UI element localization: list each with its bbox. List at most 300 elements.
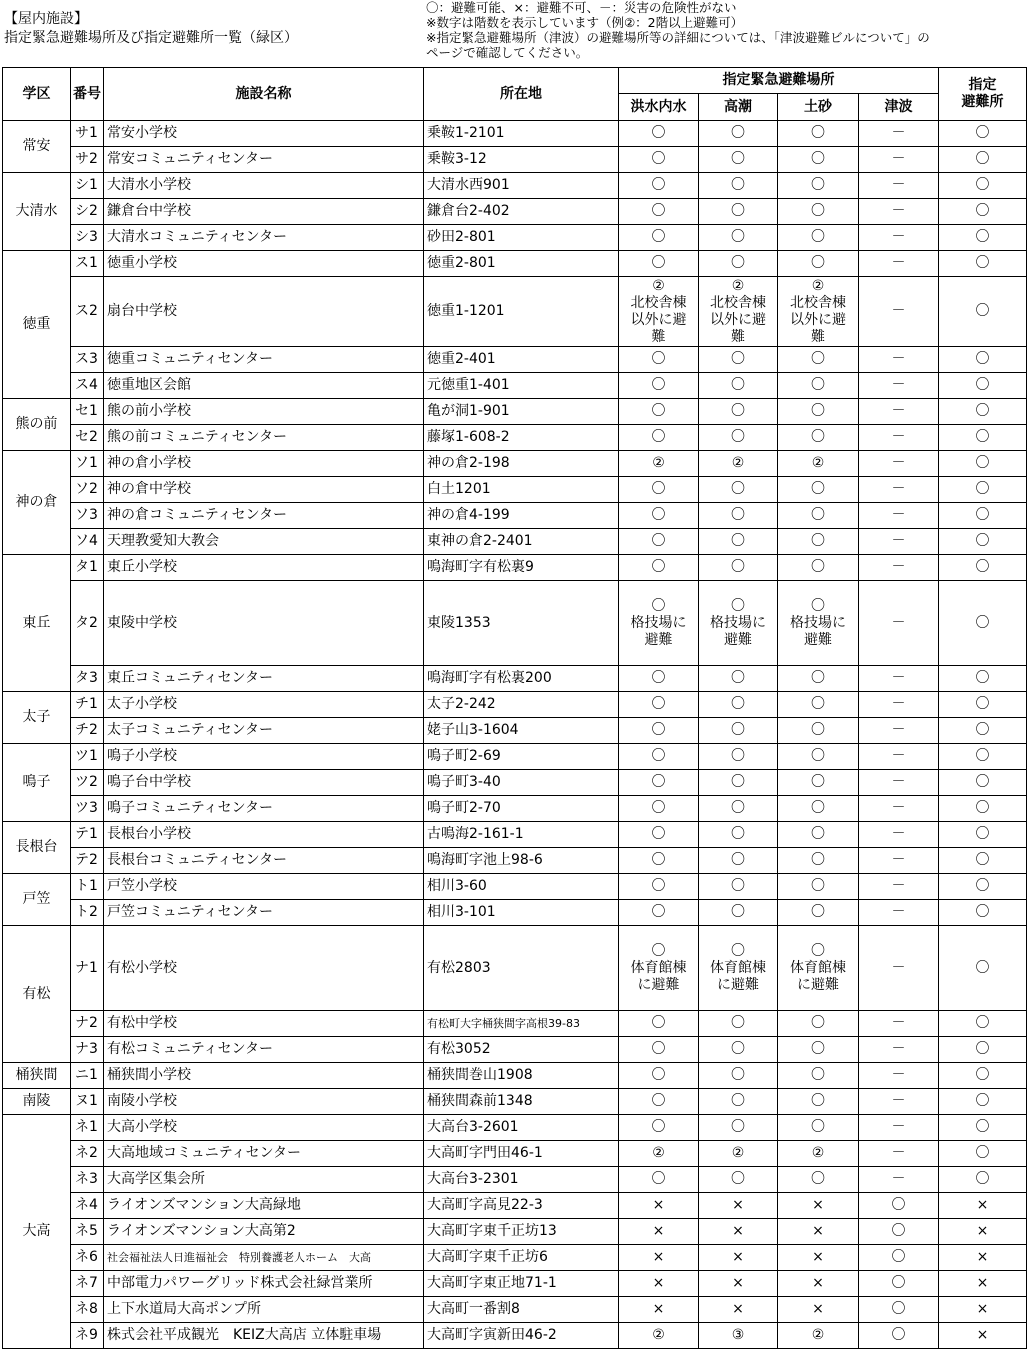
landslide-status-cell: × — [778, 1193, 859, 1219]
table-row — [3, 1323, 1027, 1349]
tsunami-status-cell: － — [859, 529, 939, 555]
number-cell: ツ1 — [71, 744, 104, 770]
facility-name-cell: 長根台小学校 — [104, 822, 424, 848]
shelter-status-cell: 〇 — [939, 666, 1027, 692]
landslide-status-cell: 〇 — [778, 796, 859, 822]
landslide-status-cell: × — [778, 1297, 859, 1323]
facility-name-cell: 常安小学校 — [104, 121, 424, 147]
flood-status-cell: 〇 — [619, 796, 699, 822]
tsunami-status-cell: － — [859, 848, 939, 874]
landslide-status-cell: 〇 体育館棟 に避難 — [778, 926, 859, 1011]
shelter-status-cell: 〇 — [939, 744, 1027, 770]
number-cell: ネ8 — [71, 1297, 104, 1323]
storm-surge-status-cell: 〇 — [699, 347, 778, 373]
facility-name-cell: 東丘コミュニティセンター — [104, 666, 424, 692]
storm-surge-status-cell: 〇 — [699, 692, 778, 718]
landslide-status-cell: 〇 — [778, 529, 859, 555]
facility-name-cell: 天理教愛知大教会 — [104, 529, 424, 555]
column-header-number: 番号 — [71, 68, 104, 121]
number-cell: ツ2 — [71, 770, 104, 796]
address-cell: 大高台3-2301 — [424, 1167, 619, 1193]
shelter-status-cell: 〇 — [939, 277, 1027, 347]
flood-status-cell: 〇 — [619, 848, 699, 874]
table-row — [3, 347, 1027, 373]
number-cell: ネ3 — [71, 1167, 104, 1193]
flood-status-cell: 〇 — [619, 147, 699, 173]
number-cell: サ1 — [71, 121, 104, 147]
tsunami-status-cell: － — [859, 1063, 939, 1089]
storm-surge-status-cell: 〇 — [699, 1037, 778, 1063]
landslide-status-cell: 〇 — [778, 555, 859, 581]
facility-name-cell: 大清水小学校 — [104, 173, 424, 199]
facility-name-cell: 有松中学校 — [104, 1011, 424, 1037]
number-cell: ト2 — [71, 900, 104, 926]
flood-status-cell: × — [619, 1245, 699, 1271]
address-cell: 鳴子町3-40 — [424, 770, 619, 796]
landslide-status-cell: 〇 — [778, 147, 859, 173]
tsunami-status-cell: － — [859, 347, 939, 373]
shelter-status-cell: 〇 — [939, 1011, 1027, 1037]
facility-name-cell: 南陵小学校 — [104, 1089, 424, 1115]
shelter-status-cell: × — [939, 1219, 1027, 1245]
tsunami-status-cell: － — [859, 1167, 939, 1193]
tsunami-status-cell: － — [859, 718, 939, 744]
landslide-status-cell: 〇 — [778, 477, 859, 503]
address-cell: 徳重1-1201 — [424, 277, 619, 347]
storm-surge-status-cell: ③ — [699, 1323, 778, 1349]
landslide-status-cell: 〇 — [778, 1011, 859, 1037]
table-row — [3, 503, 1027, 529]
shelter-status-cell: 〇 — [939, 926, 1027, 1011]
facility-name-cell: 熊の前コミュニティセンター — [104, 425, 424, 451]
address-cell: 桶狭間森前1348 — [424, 1089, 619, 1115]
landslide-status-cell: ② — [778, 451, 859, 477]
storm-surge-status-cell: 〇 — [699, 147, 778, 173]
district-cell: 有松 — [3, 926, 71, 1063]
table-row — [3, 173, 1027, 199]
address-cell: 藤塚1-608-2 — [424, 425, 619, 451]
address-cell: 大高台3-2601 — [424, 1115, 619, 1141]
tsunami-status-cell: － — [859, 796, 939, 822]
table-row — [3, 718, 1027, 744]
flood-status-cell: 〇 — [619, 173, 699, 199]
number-cell: セ2 — [71, 425, 104, 451]
table-row — [3, 900, 1027, 926]
legend-notes — [426, 0, 1026, 60]
tsunami-status-cell: － — [859, 926, 939, 1011]
tsunami-status-cell: － — [859, 199, 939, 225]
number-cell: ネ4 — [71, 1193, 104, 1219]
address-cell: 大高町字高見22-3 — [424, 1193, 619, 1219]
tsunami-status-cell: － — [859, 744, 939, 770]
table-row — [3, 926, 1027, 1011]
number-cell: チ2 — [71, 718, 104, 744]
address-cell: 徳重2-801 — [424, 251, 619, 277]
landslide-status-cell: 〇 — [778, 666, 859, 692]
number-cell: ネ9 — [71, 1323, 104, 1349]
shelter-status-cell: 〇 — [939, 373, 1027, 399]
number-cell: タ3 — [71, 666, 104, 692]
legend-note: ※指定緊急避難場所（津波）の避難場所等の詳細については、「津波避難ビルについて」の — [426, 30, 930, 45]
number-cell: ソ3 — [71, 503, 104, 529]
storm-surge-status-cell: 〇 — [699, 399, 778, 425]
shelter-status-cell: 〇 — [939, 425, 1027, 451]
number-cell: セ1 — [71, 399, 104, 425]
facility-name-cell: 扇台中学校 — [104, 277, 424, 347]
landslide-status-cell: 〇 — [778, 199, 859, 225]
table-row — [3, 373, 1027, 399]
tsunami-status-cell: 〇 — [859, 1271, 939, 1297]
storm-surge-status-cell: 〇 — [699, 718, 778, 744]
landslide-status-cell: 〇 — [778, 1063, 859, 1089]
table-row — [3, 1193, 1027, 1219]
tsunami-status-cell: － — [859, 900, 939, 926]
flood-status-cell: 〇 — [619, 225, 699, 251]
shelter-status-cell: 〇 — [939, 822, 1027, 848]
address-cell: 古鳴海2-161-1 — [424, 822, 619, 848]
facility-name-cell: 神の倉中学校 — [104, 477, 424, 503]
address-cell: 鎌倉台2-402 — [424, 199, 619, 225]
facility-name-cell: 中部電力パワーグリッド株式会社緑営業所 — [104, 1271, 424, 1297]
storm-surge-status-cell: 〇 — [699, 1089, 778, 1115]
landslide-status-cell: 〇 — [778, 1037, 859, 1063]
district-cell: 南陵 — [3, 1089, 71, 1115]
table-row — [3, 529, 1027, 555]
shelter-status-cell: × — [939, 1245, 1027, 1271]
address-cell: 鳴海町字池上98-6 — [424, 848, 619, 874]
table-row — [3, 277, 1027, 347]
landslide-status-cell: × — [778, 1245, 859, 1271]
flood-status-cell: 〇 格技場に 避難 — [619, 581, 699, 666]
table-row — [3, 1219, 1027, 1245]
flood-status-cell: 〇 — [619, 1089, 699, 1115]
storm-surge-status-cell: 〇 — [699, 477, 778, 503]
facility-name-cell: 東丘小学校 — [104, 555, 424, 581]
table-row — [3, 848, 1027, 874]
facility-name-cell: 徳重小学校 — [104, 251, 424, 277]
storm-surge-status-cell: 〇 体育館棟 に避難 — [699, 926, 778, 1011]
facility-name-cell: 徳重地区会館 — [104, 373, 424, 399]
table-row — [3, 1245, 1027, 1271]
shelter-status-cell: × — [939, 1193, 1027, 1219]
flood-status-cell: 〇 — [619, 529, 699, 555]
facility-name-cell: 有松コミュニティセンター — [104, 1037, 424, 1063]
tsunami-status-cell: 〇 — [859, 1219, 939, 1245]
landslide-status-cell: 〇 — [778, 848, 859, 874]
district-cell: 大清水 — [3, 173, 71, 251]
address-cell: 鳴子町2-70 — [424, 796, 619, 822]
flood-status-cell: × — [619, 1271, 699, 1297]
table-row — [3, 1011, 1027, 1037]
landslide-status-cell: ② 北校舎棟 以外に避 難 — [778, 277, 859, 347]
district-cell: 徳重 — [3, 251, 71, 399]
shelter-status-cell: 〇 — [939, 1089, 1027, 1115]
tsunami-status-cell: － — [859, 822, 939, 848]
tsunami-status-cell: － — [859, 1115, 939, 1141]
flood-status-cell: ② — [619, 451, 699, 477]
shelter-status-cell: 〇 — [939, 555, 1027, 581]
facility-name-cell: 徳重コミュニティセンター — [104, 347, 424, 373]
table-row — [3, 874, 1027, 900]
storm-surge-status-cell: ② 北校舎棟 以外に避 難 — [699, 277, 778, 347]
legend-note: 〇：避難可能、×：避難不可、－：災害の危険性がない — [426, 0, 737, 15]
table-body — [3, 121, 1027, 1349]
flood-status-cell: 〇 — [619, 199, 699, 225]
table-row — [3, 451, 1027, 477]
address-cell: 太子2-242 — [424, 692, 619, 718]
landslide-status-cell: 〇 — [778, 503, 859, 529]
address-cell: 神の倉2-198 — [424, 451, 619, 477]
flood-status-cell: 〇 — [619, 251, 699, 277]
storm-surge-status-cell: 〇 — [699, 199, 778, 225]
tsunami-status-cell: － — [859, 277, 939, 347]
landslide-status-cell: ② — [778, 1141, 859, 1167]
address-cell: 相川3-60 — [424, 874, 619, 900]
number-cell: サ2 — [71, 147, 104, 173]
facility-name-cell: 神の倉小学校 — [104, 451, 424, 477]
storm-surge-status-cell: 〇 — [699, 1115, 778, 1141]
flood-status-cell: 〇 — [619, 477, 699, 503]
facility-name-cell: 鳴子小学校 — [104, 744, 424, 770]
flood-status-cell: 〇 — [619, 900, 699, 926]
table-row — [3, 1167, 1027, 1193]
tsunami-status-cell: － — [859, 1037, 939, 1063]
table-row — [3, 121, 1027, 147]
facility-name-cell: 有松小学校 — [104, 926, 424, 1011]
storm-surge-status-cell: 〇 — [699, 796, 778, 822]
flood-status-cell: 〇 — [619, 770, 699, 796]
facility-name-cell: 桶狭間小学校 — [104, 1063, 424, 1089]
storm-surge-status-cell: × — [699, 1297, 778, 1323]
number-cell: ナ3 — [71, 1037, 104, 1063]
flood-status-cell: 〇 — [619, 373, 699, 399]
facility-name-cell: 大高地域コミュニティセンター — [104, 1141, 424, 1167]
storm-surge-status-cell: 〇 — [699, 1011, 778, 1037]
district-cell: 東丘 — [3, 555, 71, 692]
district-cell: 大高 — [3, 1115, 71, 1349]
facility-name-cell: 太子小学校 — [104, 692, 424, 718]
flood-status-cell: 〇 — [619, 555, 699, 581]
landslide-status-cell: × — [778, 1219, 859, 1245]
facility-name-cell: 上下水道局大高ポンプ所 — [104, 1297, 424, 1323]
shelter-status-cell: 〇 — [939, 1167, 1027, 1193]
storm-surge-status-cell: 〇 格技場に 避難 — [699, 581, 778, 666]
landslide-status-cell: 〇 — [778, 373, 859, 399]
column-header-district: 学区 — [3, 68, 71, 121]
flood-status-cell: 〇 体育館棟 に避難 — [619, 926, 699, 1011]
table-row — [3, 399, 1027, 425]
flood-status-cell: ② — [619, 1323, 699, 1349]
landslide-status-cell: 〇 — [778, 874, 859, 900]
facility-name-cell: 大清水コミュニティセンター — [104, 225, 424, 251]
table-row — [3, 822, 1027, 848]
address-cell: 大清水西901 — [424, 173, 619, 199]
flood-status-cell: 〇 — [619, 1115, 699, 1141]
shelter-status-cell: 〇 — [939, 581, 1027, 666]
number-cell: テ1 — [71, 822, 104, 848]
shelter-status-cell: × — [939, 1297, 1027, 1323]
number-cell: シ2 — [71, 199, 104, 225]
tsunami-status-cell: － — [859, 770, 939, 796]
document-header — [4, 10, 298, 48]
shelter-status-cell: 〇 — [939, 347, 1027, 373]
address-cell: 桶狭間巻山1908 — [424, 1063, 619, 1089]
shelter-table — [2, 67, 1027, 1349]
shelter-status-cell: 〇 — [939, 796, 1027, 822]
storm-surge-status-cell: 〇 — [699, 529, 778, 555]
facility-name-cell: 戸笠小学校 — [104, 874, 424, 900]
storm-surge-status-cell: 〇 — [699, 121, 778, 147]
number-cell: タ1 — [71, 555, 104, 581]
shelter-header-line1: 指定 — [968, 77, 997, 93]
facility-name-cell: 戸笠コミュニティセンター — [104, 900, 424, 926]
tsunami-status-cell: － — [859, 581, 939, 666]
shelter-status-cell: 〇 — [939, 1037, 1027, 1063]
shelter-status-cell: 〇 — [939, 1115, 1027, 1141]
address-cell: 鳴海町字有松裏200 — [424, 666, 619, 692]
shelter-status-cell: × — [939, 1323, 1027, 1349]
storm-surge-status-cell: × — [699, 1245, 778, 1271]
number-cell: ツ3 — [71, 796, 104, 822]
shelter-status-cell: 〇 — [939, 718, 1027, 744]
storm-surge-status-cell: 〇 — [699, 848, 778, 874]
flood-status-cell: × — [619, 1297, 699, 1323]
flood-status-cell: 〇 — [619, 1011, 699, 1037]
number-cell: チ1 — [71, 692, 104, 718]
section-tag: 【屋内施設】 — [4, 11, 88, 27]
table-row — [3, 425, 1027, 451]
shelter-status-cell: 〇 — [939, 451, 1027, 477]
tsunami-status-cell: － — [859, 121, 939, 147]
address-cell: 有松2803 — [424, 926, 619, 1011]
address-cell: 元徳重1-401 — [424, 373, 619, 399]
number-cell: ネ2 — [71, 1141, 104, 1167]
shelter-status-cell: 〇 — [939, 874, 1027, 900]
tsunami-status-cell: － — [859, 399, 939, 425]
table-row — [3, 1063, 1027, 1089]
landslide-status-cell: 〇 — [778, 225, 859, 251]
flood-status-cell: 〇 — [619, 718, 699, 744]
shelter-status-cell: 〇 — [939, 121, 1027, 147]
district-cell: 熊の前 — [3, 399, 71, 451]
facility-name-cell: 熊の前小学校 — [104, 399, 424, 425]
shelter-status-cell: 〇 — [939, 529, 1027, 555]
storm-surge-status-cell: 〇 — [699, 666, 778, 692]
column-header-facility: 施設名称 — [104, 68, 424, 121]
facility-name-cell: 東陵中学校 — [104, 581, 424, 666]
flood-status-cell: 〇 — [619, 822, 699, 848]
facility-name-cell: 鳴子台中学校 — [104, 770, 424, 796]
number-cell: ト1 — [71, 874, 104, 900]
column-header-landslide: 土砂 — [778, 94, 859, 121]
storm-surge-status-cell: 〇 — [699, 373, 778, 399]
number-cell: ス2 — [71, 277, 104, 347]
landslide-status-cell: 〇 — [778, 822, 859, 848]
storm-surge-status-cell: 〇 — [699, 225, 778, 251]
landslide-status-cell: ② — [778, 1323, 859, 1349]
tsunami-status-cell: － — [859, 1141, 939, 1167]
district-cell: 桶狭間 — [3, 1063, 71, 1089]
address-cell: 相川3-101 — [424, 900, 619, 926]
column-header-flood: 洪水内水 — [619, 94, 699, 121]
flood-status-cell: ② 北校舎棟 以外に避 難 — [619, 277, 699, 347]
number-cell: ネ7 — [71, 1271, 104, 1297]
address-cell: 大高町字東千正坊6 — [424, 1245, 619, 1271]
storm-surge-status-cell: × — [699, 1271, 778, 1297]
column-header-storm-surge: 高潮 — [699, 94, 778, 121]
shelter-status-cell: 〇 — [939, 399, 1027, 425]
address-cell: 東神の倉2-2401 — [424, 529, 619, 555]
flood-status-cell: 〇 — [619, 1037, 699, 1063]
number-cell: シ3 — [71, 225, 104, 251]
storm-surge-status-cell: ② — [699, 451, 778, 477]
table-row — [3, 1297, 1027, 1323]
tsunami-status-cell: － — [859, 451, 939, 477]
table-row — [3, 666, 1027, 692]
address-cell: 有松3052 — [424, 1037, 619, 1063]
tsunami-status-cell: － — [859, 1089, 939, 1115]
facility-name-cell: 株式会社平成観光 KEIZ大高店 立体駐車場 — [104, 1323, 424, 1349]
shelter-status-cell: 〇 — [939, 173, 1027, 199]
address-cell: 姥子山3-1604 — [424, 718, 619, 744]
shelter-header-line2: 避難所 — [961, 94, 1004, 110]
address-cell: 乗鞍1-2101 — [424, 121, 619, 147]
storm-surge-status-cell: 〇 — [699, 425, 778, 451]
table-row — [3, 770, 1027, 796]
table-row — [3, 225, 1027, 251]
table-row — [3, 477, 1027, 503]
tsunami-status-cell: 〇 — [859, 1297, 939, 1323]
flood-status-cell: 〇 — [619, 744, 699, 770]
facility-name-cell: 長根台コミュニティセンター — [104, 848, 424, 874]
landslide-status-cell: 〇 — [778, 770, 859, 796]
flood-status-cell: × — [619, 1219, 699, 1245]
landslide-status-cell: 〇 — [778, 173, 859, 199]
tsunami-status-cell: － — [859, 555, 939, 581]
shelter-status-cell: 〇 — [939, 477, 1027, 503]
number-cell: ナ1 — [71, 926, 104, 1011]
address-cell: 大高町字門田46-1 — [424, 1141, 619, 1167]
table-row — [3, 147, 1027, 173]
storm-surge-status-cell: × — [699, 1219, 778, 1245]
address-cell: 亀が洞1-901 — [424, 399, 619, 425]
district-cell: 戸笠 — [3, 874, 71, 926]
address-cell: 有松町大字桶狭間字高根39-83 — [424, 1011, 619, 1037]
legend-note: ※数字は階数を表示しています（例②：2階以上避難可） — [426, 15, 744, 30]
number-cell: ス4 — [71, 373, 104, 399]
flood-status-cell: ② — [619, 1141, 699, 1167]
column-header-tsunami: 津波 — [859, 94, 939, 121]
table-row — [3, 1037, 1027, 1063]
number-cell: ス1 — [71, 251, 104, 277]
storm-surge-status-cell: 〇 — [699, 770, 778, 796]
landslide-status-cell: 〇 — [778, 425, 859, 451]
flood-status-cell: 〇 — [619, 121, 699, 147]
number-cell: ネ6 — [71, 1245, 104, 1271]
storm-surge-status-cell: 〇 — [699, 555, 778, 581]
landslide-status-cell: 〇 — [778, 718, 859, 744]
shelter-status-cell: 〇 — [939, 225, 1027, 251]
facility-name-cell: ライオンズマンション大高第2 — [104, 1219, 424, 1245]
column-header-emergency-group: 指定緊急避難場所 — [619, 68, 939, 94]
facility-name-cell: 鎌倉台中学校 — [104, 199, 424, 225]
number-cell: ソ2 — [71, 477, 104, 503]
shelter-status-cell: 〇 — [939, 147, 1027, 173]
table-row — [3, 1271, 1027, 1297]
shelter-status-cell: 〇 — [939, 848, 1027, 874]
column-header-shelter — [939, 68, 1027, 121]
shelter-status-cell: 〇 — [939, 900, 1027, 926]
